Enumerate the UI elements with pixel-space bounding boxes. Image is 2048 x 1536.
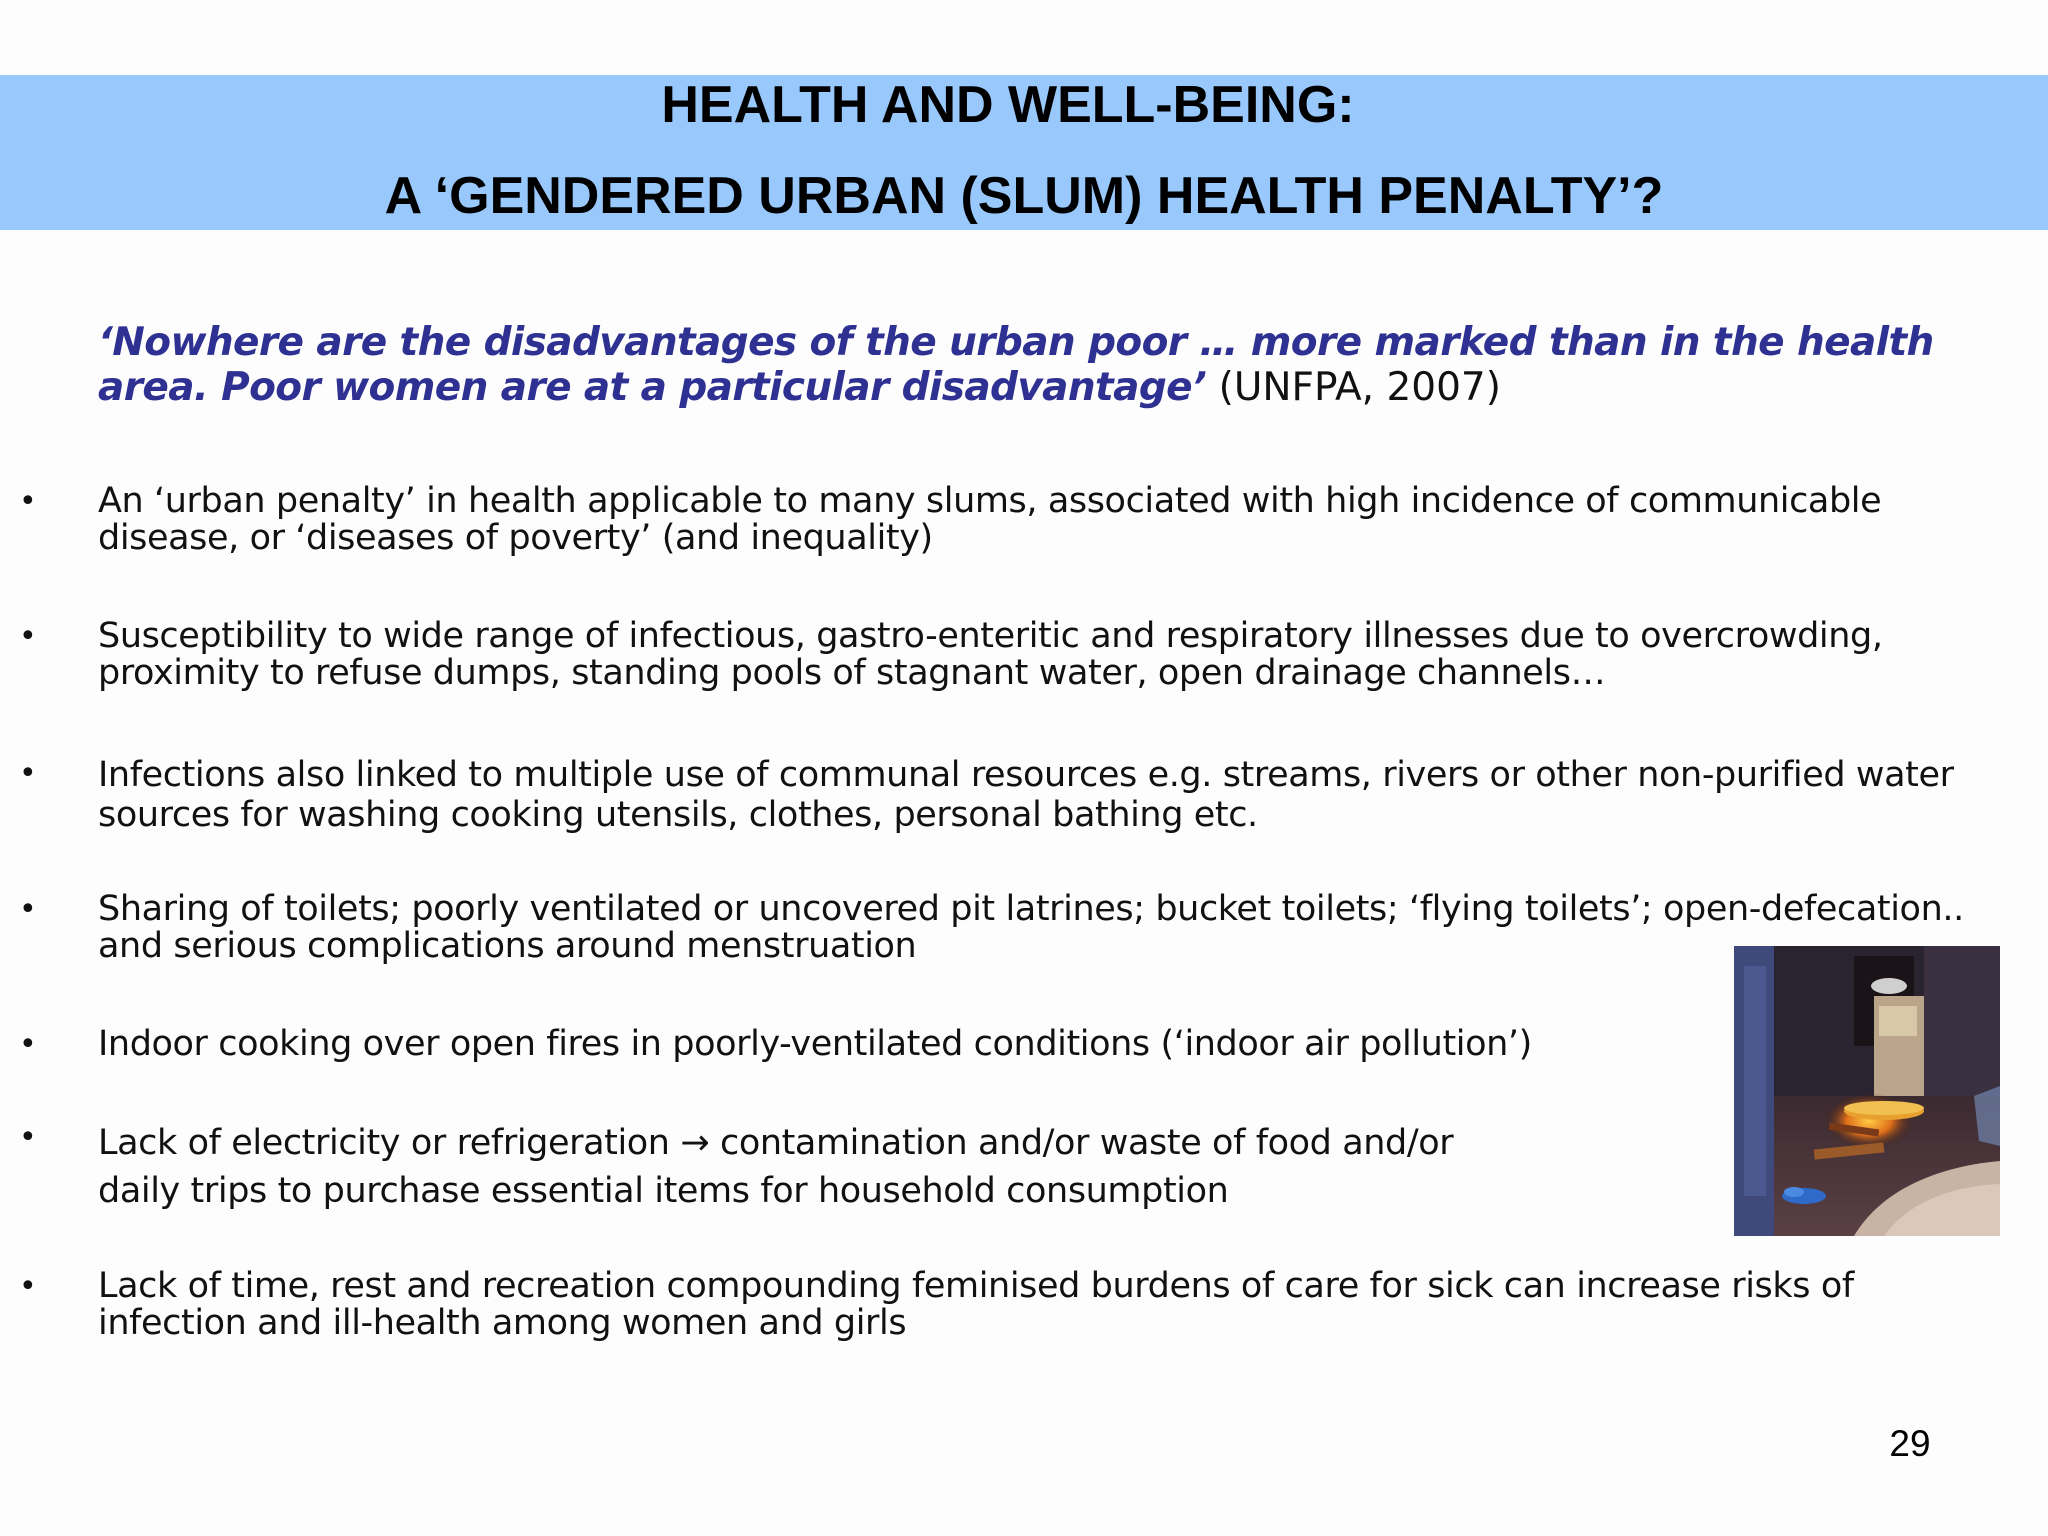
slide-title-line-2: A ‘GENDERED URBAN (SLUM) HEALTH PENALTY’? [384,167,1664,225]
quote-source: (UNFPA, 2007) [1206,365,1501,410]
bullet-line: proximity to refuse dumps, standing pools of stagnant water, open drainage channels… [98,653,1606,693]
indoor-cooking-photo [1734,946,2000,1236]
quote-line-2-text: area. Poor women are at a particular disadvantage’ [98,365,1207,410]
bullet-icon: • [19,619,37,654]
bullet-line: Infections also linked to multiple use of communal resources e.g. streams, rivers or other non-purified water [98,755,1954,795]
bullet-text [98,755,2028,835]
bullet-line: sources for washing cooking utensils, clothes, personal bathing etc. [98,795,1258,835]
bullet-icon: • [19,484,37,519]
quote-line-2 [98,365,1978,410]
bullet-line: Indoor cooking over open fires in poorly-ventilated conditions (‘indoor air pollution’) [98,1024,1532,1064]
page-number: 29 [1889,1423,1931,1464]
bullet-icon: • [19,1027,37,1062]
bullet-icon: • [19,1269,37,1304]
bullet-line: daily trips to purchase essential items for household consumption [98,1171,1229,1211]
bullet-icon: • [19,756,37,791]
bullet-line: An ‘urban penalty’ in health applicable to many slums, associated with high incidence of communicable [98,481,1882,521]
bullet-icon: • [19,892,37,927]
bullet-line: Susceptibility to wide range of infectious, gastro-enteritic and respiratory illnesses due to overcrowding, [98,616,1883,656]
bullet-line: Sharing of toilets; poorly ventilated or uncovered pit latrines; bucket toilets; ‘flying toilets’; open-defecation.. [98,889,1964,929]
bullet-icon: • [19,1120,37,1155]
bullet-text [98,483,2028,557]
quote-line-1: ‘Nowhere are the disadvantages of the urban poor … more marked than in the health [98,320,1934,365]
quote-block [98,320,1978,410]
bullet-line: Lack of time, rest and recreation compounding feminised burdens of care for sick can increase risks of [98,1266,1854,1306]
bullet-text [98,1268,2028,1342]
bullet-line: and serious complications around menstruation [98,926,917,966]
bullet-line: disease, or ‘diseases of poverty’ (and inequality) [98,518,933,558]
bullet-text [98,618,2028,692]
bullet-line: infection and ill-health among women and girls [98,1303,907,1343]
slide-title-line-1: HEALTH AND WELL-BEING: [661,76,1355,134]
bullet-line: Lack of electricity or refrigeration → contamination and/or waste of food and/or [98,1123,1454,1163]
